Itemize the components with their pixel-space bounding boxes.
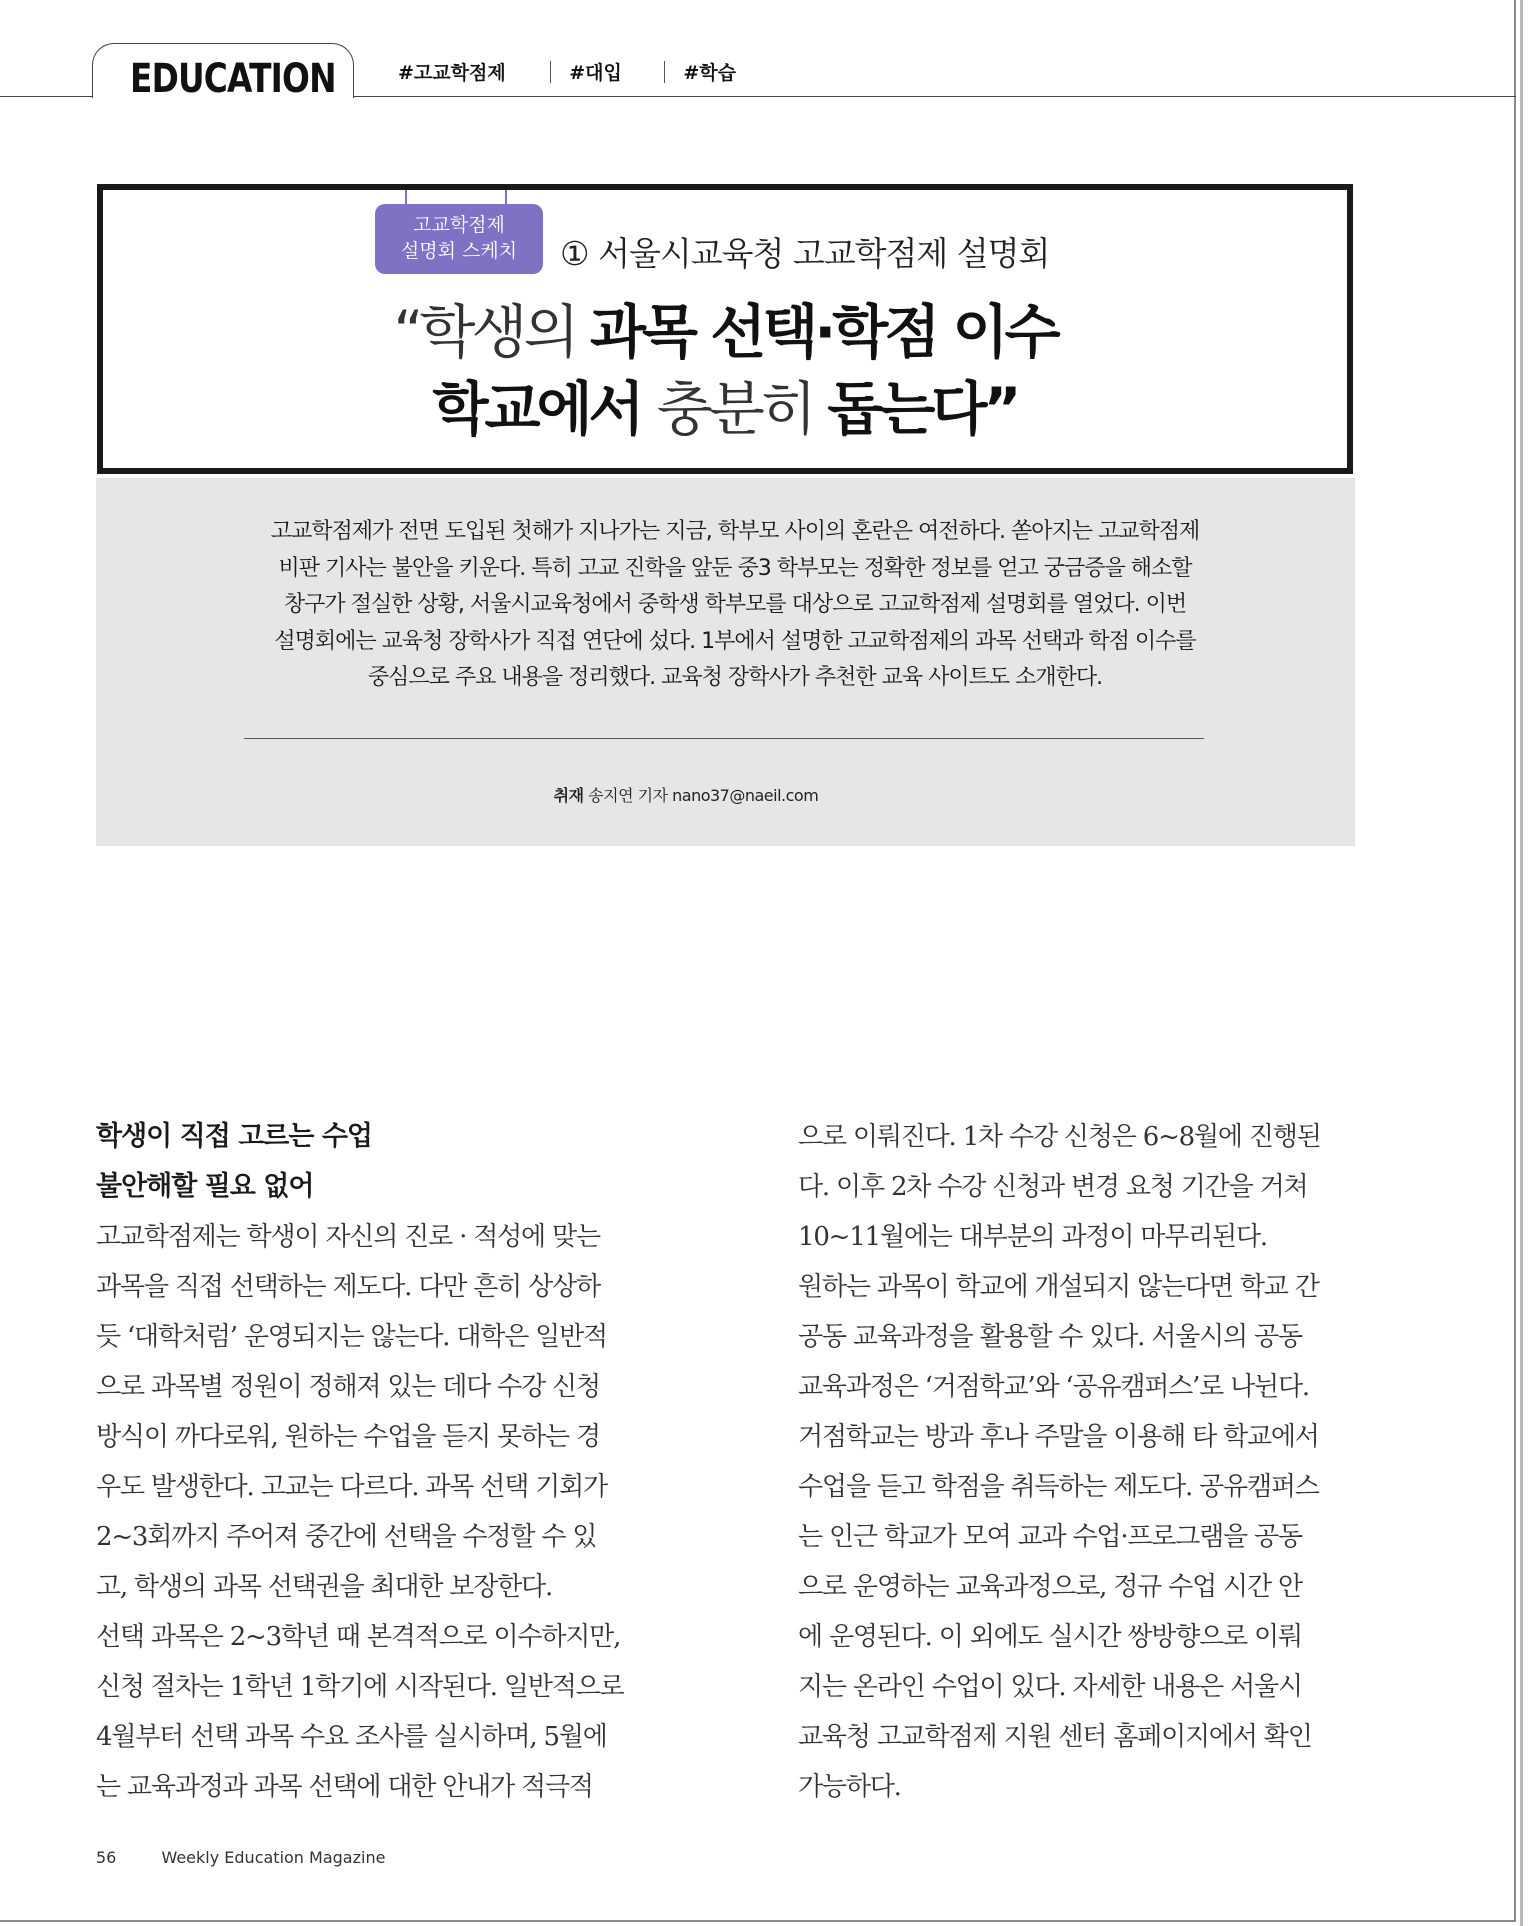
article-subhead: 불안해할 필요 없어	[96, 1171, 314, 1202]
lead-line: 중심으로 주요 내용을 정리했다. 교육청 장학사가 추천한 교육 사이트도 소개한다.	[367, 665, 1103, 690]
article-column-left	[96, 1112, 656, 1812]
headline-part: 돕는다”	[827, 375, 1018, 443]
lead-line: 창구가 절실한 상황, 서울시교육청에서 중학생 학부모를 대상으로 고교학점제 설명회를 열었다. 이번	[283, 592, 1187, 617]
body-line: 으로 과목별 정원이 정해져 있는 데다 수강 신청	[96, 1372, 600, 1402]
body-line: 교육과정은 ‘거점학교’와 ‘공유캠퍼스’로 나뉜다.	[798, 1372, 1309, 1402]
body-line: 는 교육과정과 과목 선택에 대한 안내가 적극적	[96, 1772, 593, 1802]
byline-text: 송지연 기자 nano37@naeil.com	[583, 786, 819, 805]
body-line: 10~11월에는 대부분의 과정이 마무리된다.	[798, 1222, 1267, 1252]
article-subhead: 학생이 직접 고르는 수업	[96, 1121, 373, 1152]
body-line: 2~3회까지 주어져 중간에 선택을 수정할 수 있	[96, 1522, 597, 1552]
body-line: 공동 교육과정을 활용할 수 있다. 서울시의 공동	[798, 1322, 1302, 1352]
tag-item[interactable]: #고교학점제	[398, 62, 506, 84]
tag-item[interactable]: #대입	[569, 62, 622, 84]
tag-list	[398, 58, 736, 85]
lead-line: 설명회에는 교육청 장학사가 직접 연단에 섰다. 1부에서 설명한 고교학점제의 과목 선택과 학점 이수를	[274, 628, 1196, 654]
lead-line: 비판 기사는 불안을 키운다. 특히 고교 진학을 앞둔 중3 학부모는 정확한 정보를 얻고 궁금증을 해소할	[278, 555, 1192, 581]
body-line: 4월부터 선택 과목 수요 조사를 실시하며, 5월에	[96, 1722, 607, 1752]
headline-part: “학생의	[393, 298, 590, 366]
body-line: 지는 온라인 수업이 있다. 자세한 내용은 서울시	[798, 1672, 1302, 1702]
body-line: 거점학교는 방과 후나 주말을 이용해 타 학교에서	[798, 1422, 1319, 1452]
body-line: 교육청 고교학점제 지원 센터 홈페이지에서 확인	[798, 1722, 1312, 1752]
badge-line: 설명회 스케치	[400, 240, 518, 262]
series-badge	[375, 204, 543, 274]
section-name: EDUCATION	[130, 56, 336, 102]
body-line: 는 인근 학교가 모여 교과 수업·프로그램을 공동	[798, 1522, 1302, 1552]
body-line: 으로 운영하는 교육과정으로, 정규 수업 시간 안	[798, 1572, 1302, 1602]
tag-item[interactable]: #학습	[683, 62, 736, 84]
byline-label: 취재	[553, 786, 584, 805]
headline-line-1	[97, 285, 1353, 369]
page-edge-shadow	[1520, 0, 1523, 1926]
headline-part: 과목 선택·학점 이수	[589, 298, 1057, 366]
article-column-right	[798, 1112, 1358, 1812]
body-line: 듯 ‘대학처럼’ 운영되지는 않는다. 대학은 일반적	[96, 1322, 607, 1352]
body-line: 으로 이뤄진다. 1차 수강 신청은 6~8월에 진행된	[798, 1122, 1321, 1152]
magazine-name: Weekly Education Magazine	[161, 1848, 386, 1867]
page-number: 56	[96, 1848, 117, 1867]
body-line: 원하는 과목이 학교에 개설되지 않는다면 학교 간	[798, 1272, 1319, 1302]
tag-separator	[664, 61, 666, 83]
badge-line: 고교학점제	[413, 214, 505, 236]
headline-part: 충분히	[656, 375, 828, 443]
tag-separator	[550, 61, 552, 83]
body-line: 신청 절차는 1학년 1학기에 시작된다. 일반적으로	[96, 1672, 624, 1702]
body-line: 과목을 직접 선택하는 제도다. 다만 흔히 상상하	[96, 1272, 600, 1302]
body-line: 수업을 듣고 학점을 취득하는 제도다. 공유캠퍼스	[798, 1472, 1319, 1502]
lead-paragraph	[210, 514, 1260, 697]
headline-line-2	[97, 362, 1353, 446]
body-line: 에 운영된다. 이 외에도 실시간 쌍방향으로 이뤄	[798, 1622, 1302, 1652]
headline-part: 학교에서	[432, 375, 657, 443]
lead-divider	[244, 738, 1204, 739]
body-line: 선택 과목은 2~3학년 때 본격적으로 이수하지만,	[96, 1622, 621, 1652]
body-line: 고, 학생의 과목 선택권을 최대한 보장한다.	[96, 1572, 553, 1602]
page-footer	[96, 1848, 425, 1867]
byline	[96, 783, 1276, 806]
series-subtitle: ① 서울시교육청 고교학점제 설명회	[560, 234, 1050, 273]
body-line: 다. 이후 2차 수강 신청과 변경 요청 기간을 거쳐	[798, 1172, 1308, 1202]
lead-line: 고교학점제가 전면 도입된 첫해가 지나가는 지금, 학부모 사이의 혼란은 여전하다. 쏟아지는 고교학점제	[270, 519, 1200, 544]
body-line: 고교학점제는 학생이 자신의 진로 · 적성에 맞는	[96, 1222, 600, 1252]
body-line: 방식이 까다로워, 원하는 수업을 듣지 못하는 경	[96, 1422, 600, 1452]
body-line: 가능하다.	[798, 1772, 901, 1802]
body-line: 우도 발생한다. 고교는 다르다. 과목 선택 기회가	[96, 1472, 607, 1502]
